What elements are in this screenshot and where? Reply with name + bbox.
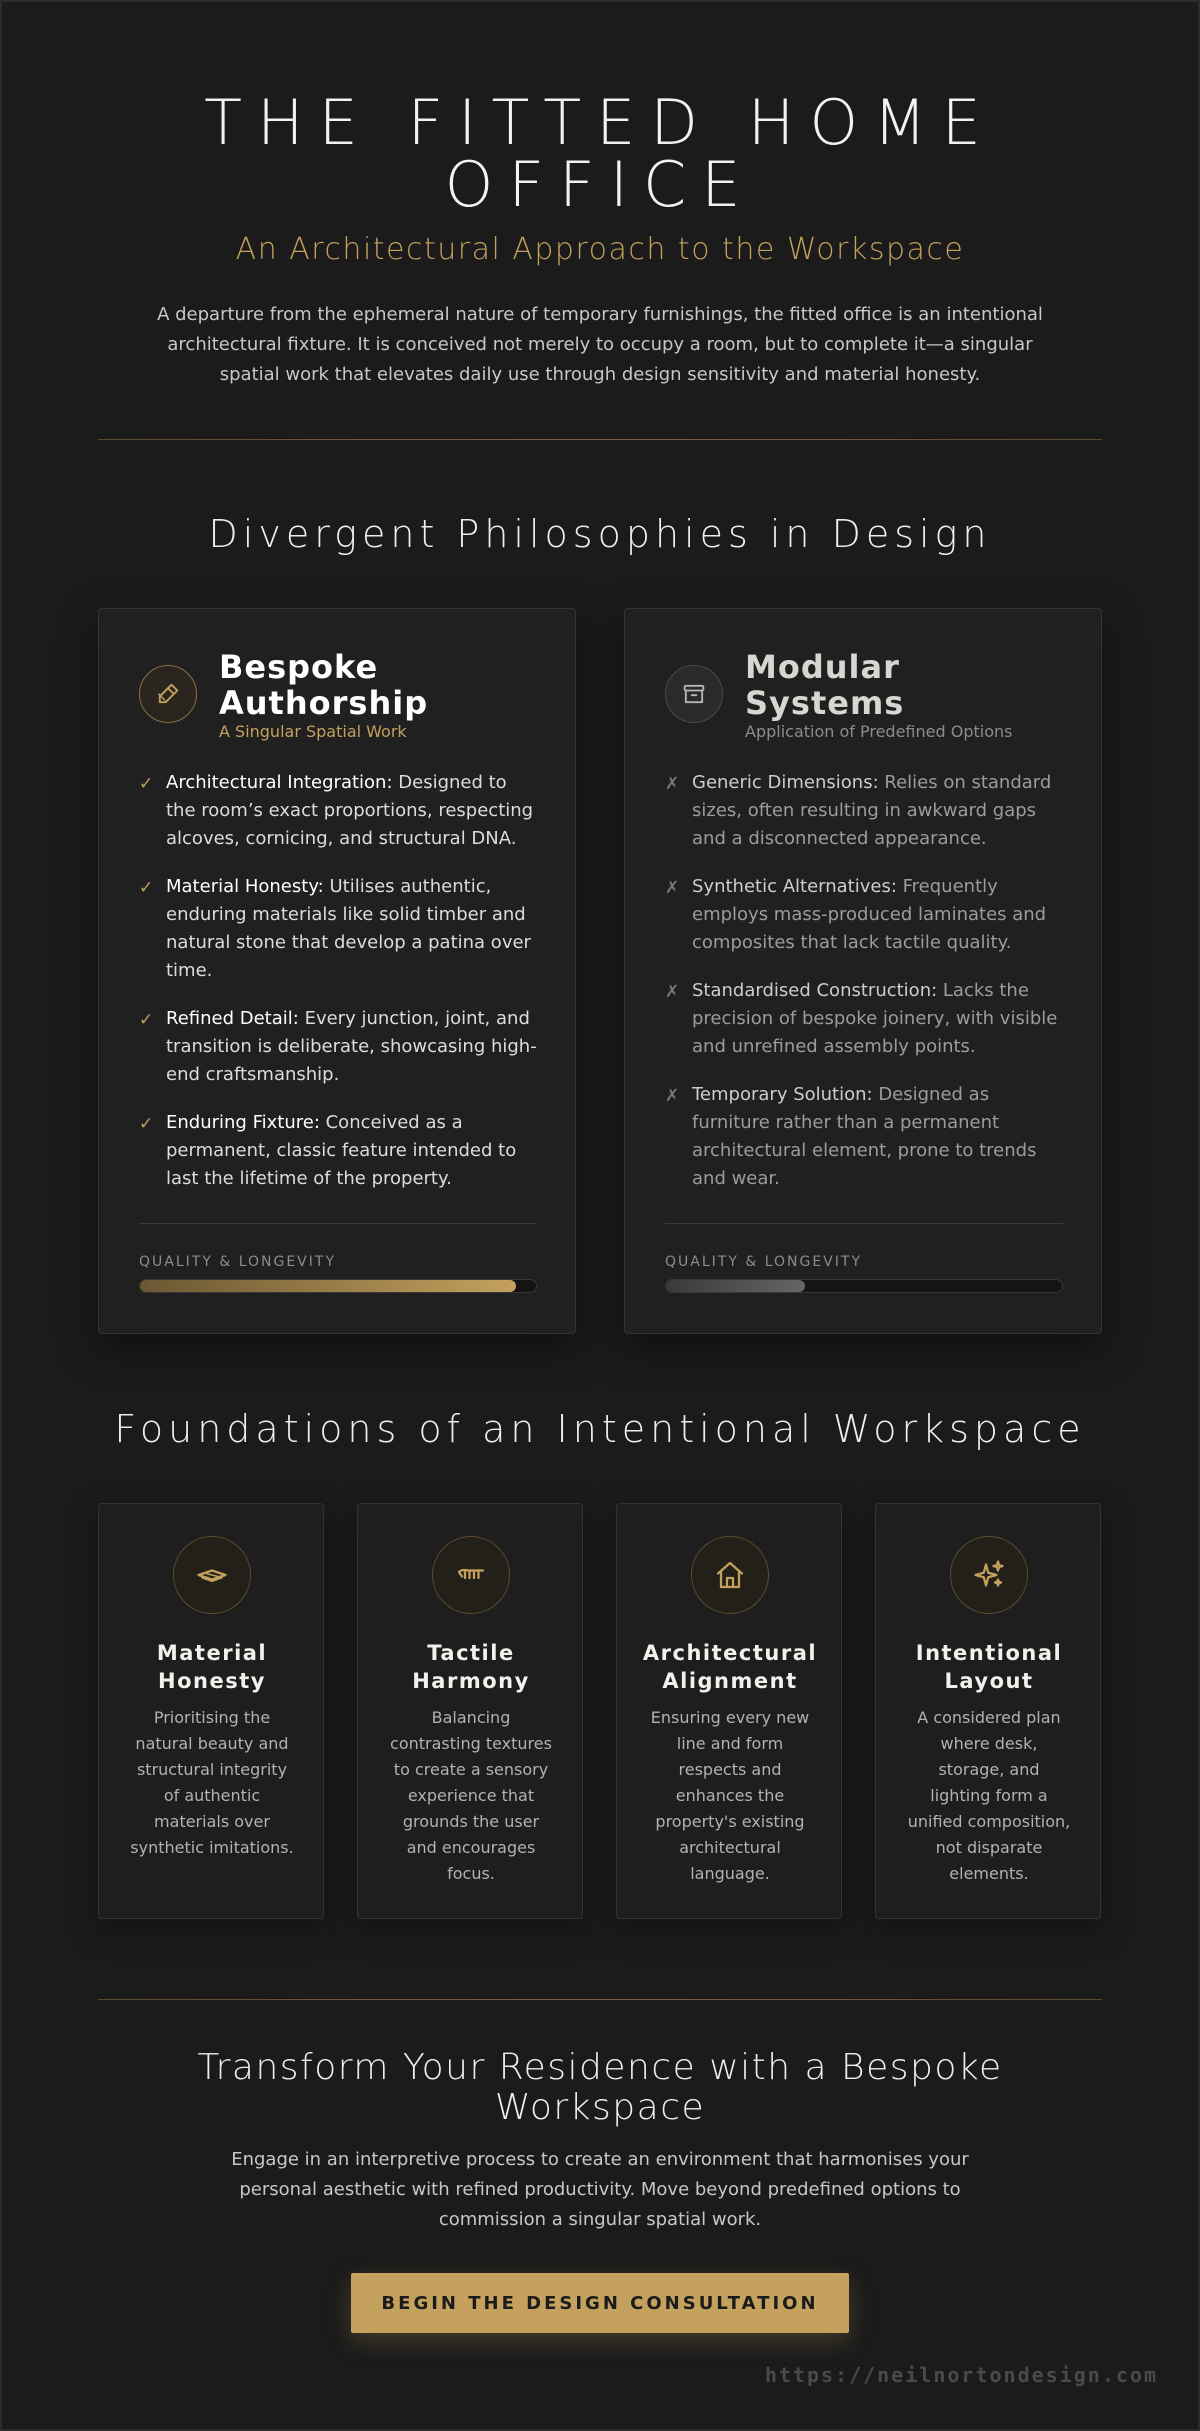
point-body: Designed as furniture rather than a permanent architectural element, prone to trends and wear. xyxy=(692,1084,1037,1189)
list-item xyxy=(665,873,1065,957)
footer-link[interactable]: https://neilnortondesign.com xyxy=(764,2363,1158,2387)
check-icon: ✓ xyxy=(139,1010,154,1030)
house-icon xyxy=(691,1536,769,1614)
foundation-desc: A considered plan where desk, storage, and lighting form a unified composition, not disparate elements. xyxy=(907,1708,1071,1883)
section-divider xyxy=(98,1999,1102,2000)
point-heading: Refined Detail: xyxy=(166,1008,299,1029)
bespoke-title xyxy=(219,649,539,721)
cta-paragraph: Engage in an interpretive process to create an environment that harmonises your personal aesthetic with refined productivity. Move beyond predefined options to commission a singular spatial work. xyxy=(231,2149,969,2230)
point-heading: Enduring Fixture: xyxy=(166,1112,320,1133)
quality-meter xyxy=(139,1279,537,1293)
cross-icon: ✗ xyxy=(665,878,680,898)
modular-title-line-1: Modular xyxy=(745,648,900,686)
foundation-title: Tactile Harmony xyxy=(412,1641,530,1693)
bespoke-card xyxy=(98,608,576,1334)
foundation-card xyxy=(875,1503,1101,1919)
foundation-card xyxy=(98,1503,324,1919)
foundation-desc: Balancing contrasting textures to create a sensory experience that grounds the user and encourages focus. xyxy=(390,1708,552,1883)
layers-icon xyxy=(173,1536,251,1614)
check-icon: ✓ xyxy=(139,774,154,794)
list-item xyxy=(665,977,1065,1061)
tactile-texture-icon xyxy=(432,1536,510,1614)
point-body: Every junction, joint, and transition is deliberate, showcasing high-end craftsmanship. xyxy=(166,1008,537,1085)
cross-icon: ✗ xyxy=(665,982,680,1002)
list-item xyxy=(665,1081,1065,1193)
title-line-1: THE FITTED HOME xyxy=(204,86,996,159)
quality-meter xyxy=(665,1279,1063,1293)
point-heading: Temporary Solution: xyxy=(692,1084,873,1105)
point-heading: Architectural Integration: xyxy=(166,772,393,793)
point-heading: Standardised Construction: xyxy=(692,980,938,1001)
foundation-card xyxy=(616,1503,842,1919)
list-item xyxy=(665,769,1065,853)
foundation-desc: Prioritising the natural beauty and structural integrity of authentic materials over synthetic imitations. xyxy=(130,1708,294,1857)
modular-tagline: Application of Predefined Options xyxy=(745,722,1013,741)
list-item xyxy=(139,1109,539,1193)
modular-card xyxy=(624,608,1102,1334)
list-item xyxy=(139,769,539,853)
bespoke-points xyxy=(139,769,539,1213)
point-body: Lacks the precision of bespoke joinery, with visible and unrefined assembly points. xyxy=(692,980,1058,1057)
point-heading: Generic Dimensions: xyxy=(692,772,879,793)
cross-icon: ✗ xyxy=(665,774,680,794)
card-divider xyxy=(665,1223,1063,1224)
foundations-heading: Foundations of an Intentional Workspace xyxy=(114,1407,1086,1451)
point-body: Utilises authentic, enduring materials like solid timber and natural stone that develop a patina over time. xyxy=(166,876,531,981)
bespoke-tagline: A Singular Spatial Work xyxy=(219,722,407,741)
list-item xyxy=(139,873,539,985)
point-body: Frequently employs mass-produced laminates and composites that lack tactile quality. xyxy=(692,876,1047,953)
quality-meter-label: QUALITY & LONGEVITY xyxy=(139,1254,336,1270)
modular-title-line-2: Systems xyxy=(745,684,905,722)
cta-heading: Transform Your Residence with a Bespoke Workspace xyxy=(197,2047,1003,2128)
cross-icon: ✗ xyxy=(665,1086,680,1106)
quality-meter-fill xyxy=(140,1280,516,1292)
point-body: Designed to the room’s exact proportions, respecting alcoves, cornicing, and structural DNA. xyxy=(166,772,534,849)
point-body: Conceived as a permanent, classic feature intended to last the lifetime of the property. xyxy=(166,1112,517,1189)
card-divider xyxy=(139,1223,537,1224)
foundation-title: Material Honesty xyxy=(156,1641,268,1693)
quality-meter-fill xyxy=(666,1280,805,1292)
modular-title xyxy=(745,649,1065,721)
title-line-2: OFFICE xyxy=(444,148,756,221)
foundation-desc: Ensuring every new line and form respects and enhances the property's existing architectural language. xyxy=(650,1708,810,1883)
page-title xyxy=(98,86,1102,221)
archive-box-icon xyxy=(665,665,723,723)
comparison-heading: Divergent Philosophies in Design xyxy=(208,512,992,556)
modular-points xyxy=(665,769,1065,1213)
intro-paragraph: A departure from the ephemeral nature of temporary furnishings, the fitted office is an intentional architectural fixture. It is conceived not merely to occupy a room, but to complete it—a singular spatial work that elevates daily use through design sensitivity and material honesty. xyxy=(157,304,1043,385)
bespoke-title-line-2: Authorship xyxy=(219,684,429,722)
foundation-title: Intentional Layout xyxy=(915,1641,1063,1693)
begin-consultation-button[interactable]: BEGIN THE DESIGN CONSULTATION xyxy=(351,2273,849,2333)
foundation-title: Architectural Alignment xyxy=(642,1641,818,1693)
check-icon: ✓ xyxy=(139,878,154,898)
check-icon: ✓ xyxy=(139,1114,154,1134)
ruler-pencil-icon xyxy=(139,665,197,723)
sparkles-icon xyxy=(950,1536,1028,1614)
quality-meter-label: QUALITY & LONGEVITY xyxy=(665,1254,862,1270)
page-subtitle: An Architectural Approach to the Workspace xyxy=(235,232,965,267)
point-body: Relies on standard sizes, often resulting in awkward gaps and a disconnected appearance. xyxy=(692,772,1052,849)
bespoke-title-line-1: Bespoke xyxy=(219,648,379,686)
section-divider xyxy=(98,439,1102,440)
point-heading: Material Honesty: xyxy=(166,876,324,897)
list-item xyxy=(139,1005,539,1089)
point-heading: Synthetic Alternatives: xyxy=(692,876,897,897)
foundation-card xyxy=(357,1503,583,1919)
